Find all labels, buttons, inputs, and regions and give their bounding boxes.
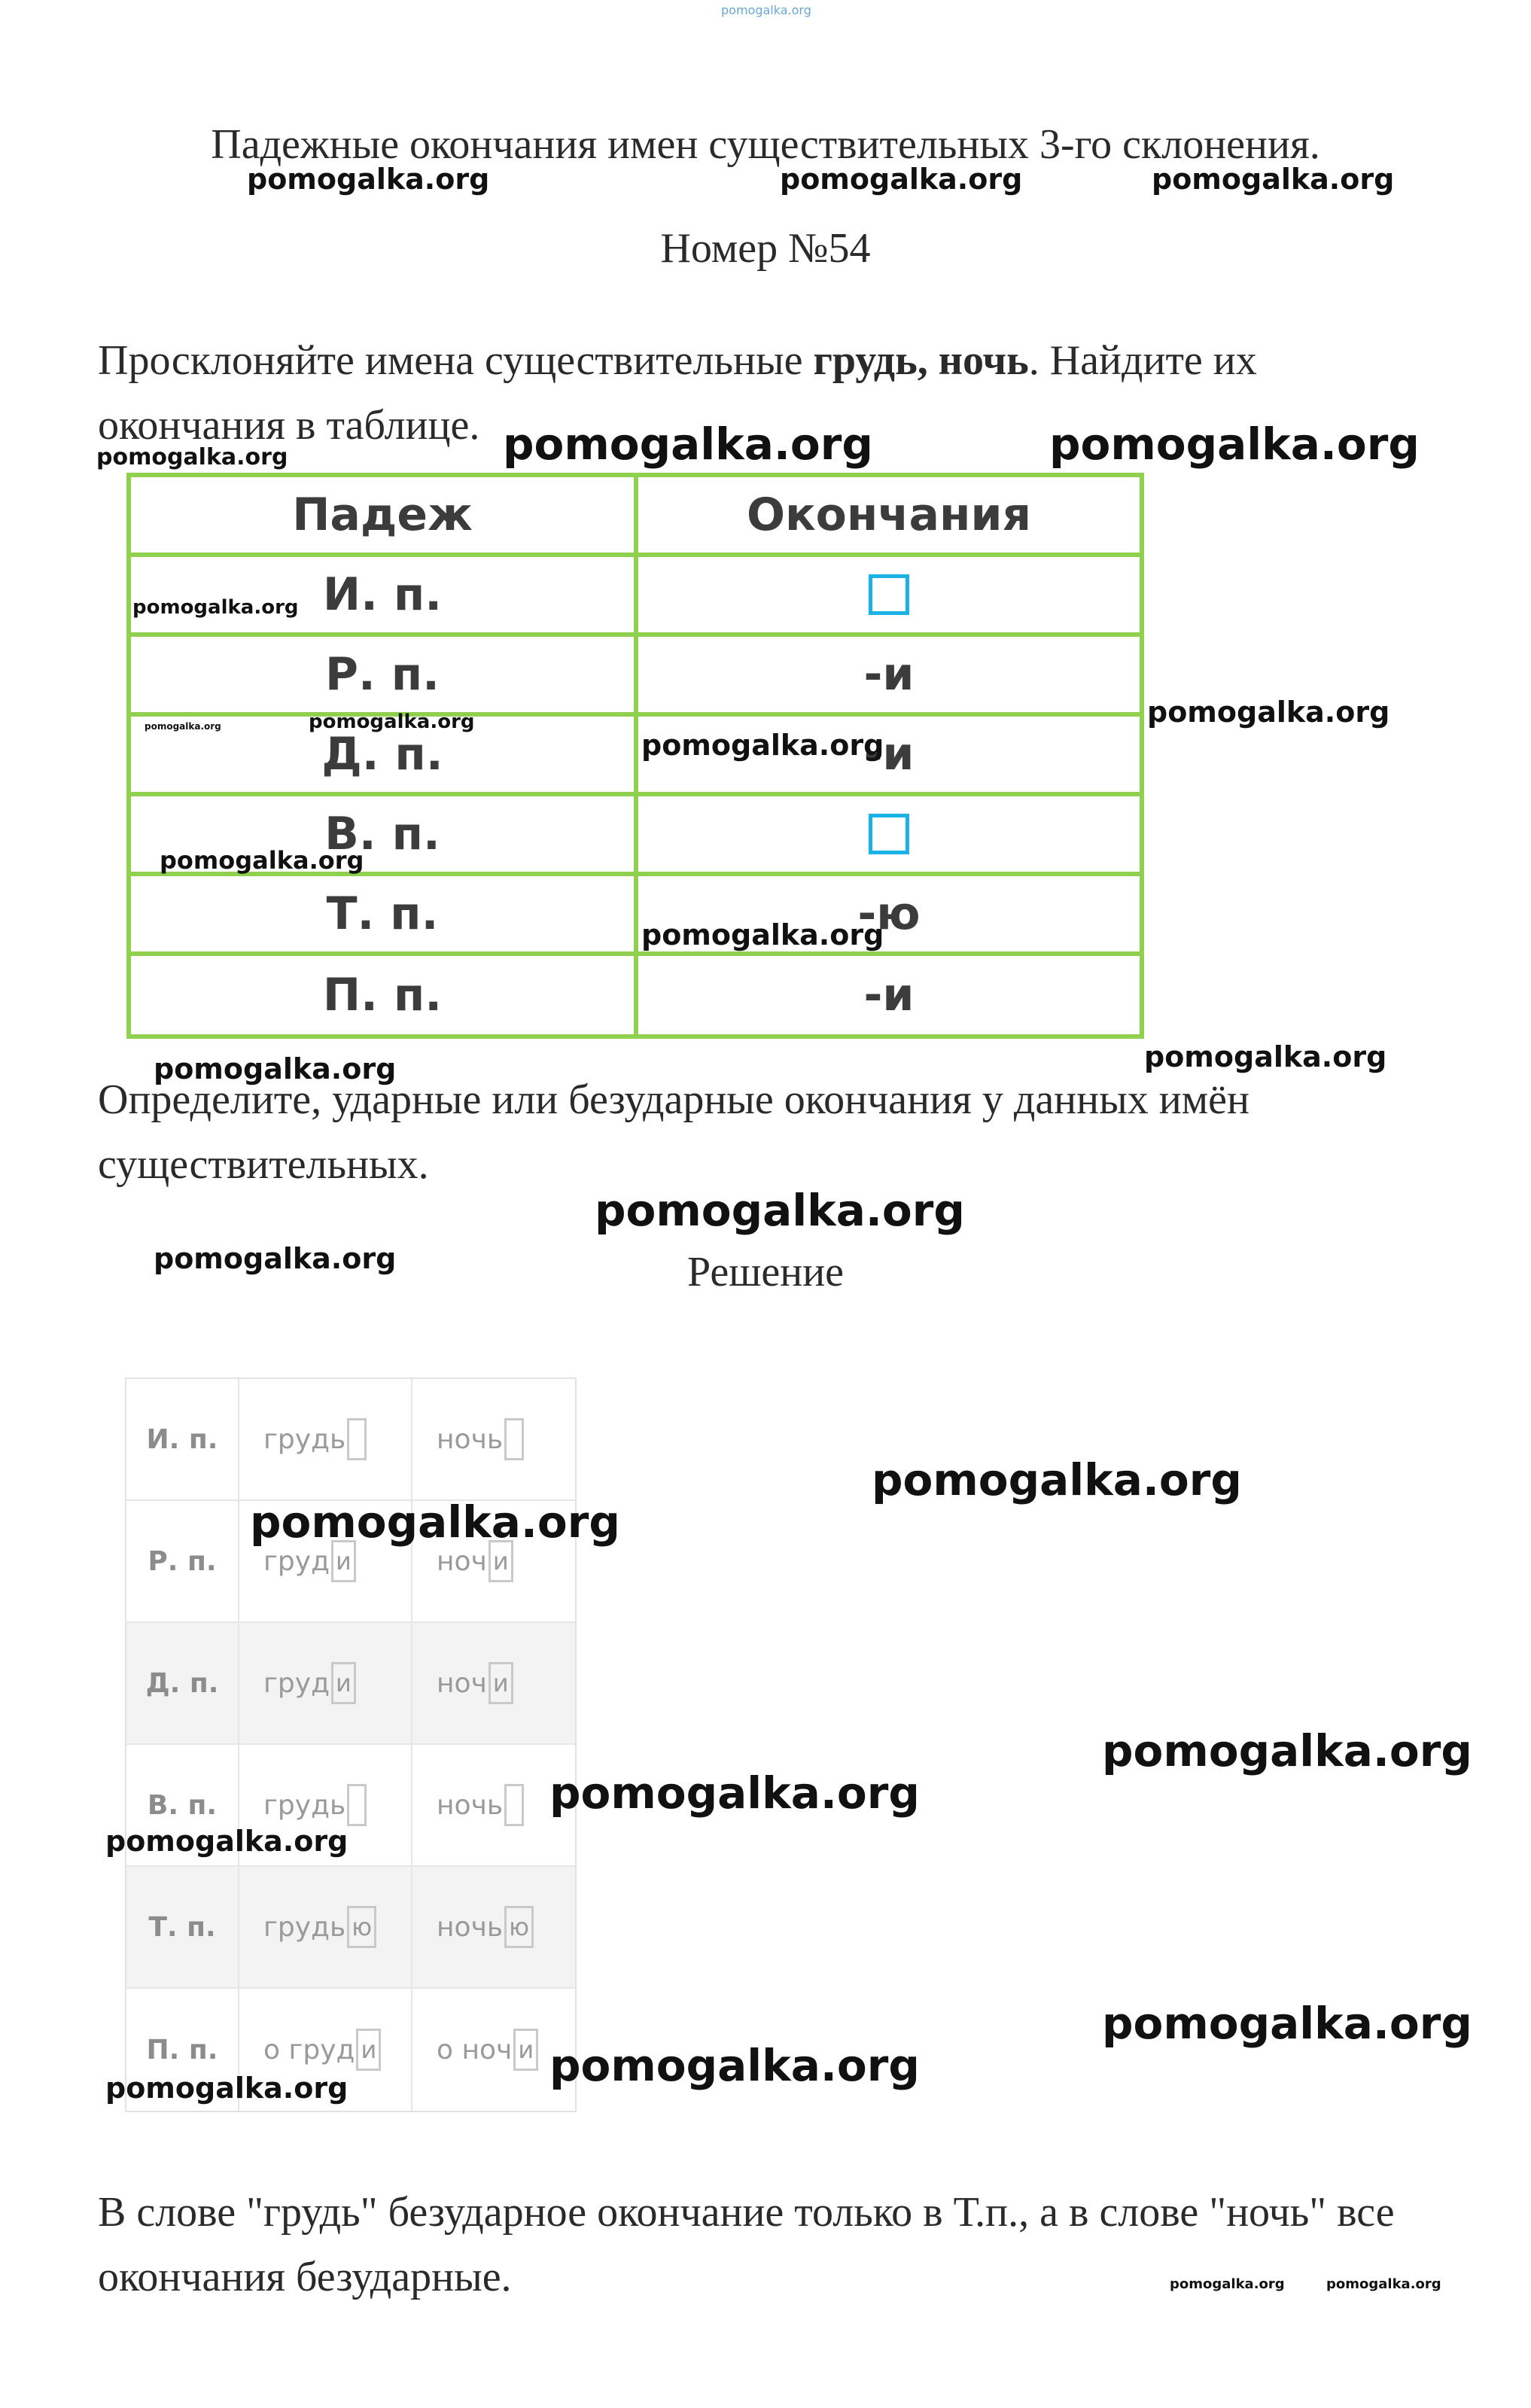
watermark: pomogalka.org [641, 918, 884, 951]
table-header-row [131, 477, 1140, 553]
watermark: pomogalka.org [1049, 419, 1420, 470]
watermark: pomogalka.org [1326, 2276, 1441, 2292]
table-row [126, 1379, 575, 1501]
case-cell: П. п. [126, 1989, 239, 2111]
watermark: pomogalka.org [1170, 2276, 1285, 2292]
task-text: Просклоняйте имена существительные грудь, ночь. Найдите их окончания в таблице. [98, 337, 1257, 449]
watermark: pomogalka.org [1102, 1725, 1472, 1776]
ending-box [347, 1418, 367, 1460]
watermark: pomogalka.org [595, 1185, 965, 1236]
case-cell: В. п. [131, 796, 638, 872]
ending-cell: -и [863, 728, 915, 781]
ending-cell: -и [863, 969, 915, 1021]
watermark: pomogalka.org [154, 1242, 397, 1275]
watermark: pomogalka.org [250, 1496, 620, 1548]
case-cell: В. п. [126, 1745, 239, 1865]
word-cell: о ноч и [412, 1989, 575, 2111]
watermark: pomogalka.org [154, 1052, 397, 1085]
table-row [131, 717, 1140, 792]
page-title: Падежные окончания имен существительных 3-го склонения. [211, 121, 1320, 168]
watermark: pomogalka.org [641, 729, 884, 762]
watermark: pomogalka.org [1102, 1998, 1472, 2049]
watermark: pomogalka.org [549, 1767, 920, 1819]
word-cell: о груд и [239, 1989, 412, 2111]
watermark: pomogalka.org [1152, 163, 1395, 196]
watermark: pomogalka.org [872, 1454, 1242, 1505]
word-cell: грудь [239, 1379, 412, 1499]
ending-box [347, 1784, 367, 1826]
top-watermark: pomogalka.org [721, 3, 811, 17]
case-cell: Т. п. [131, 876, 638, 951]
case-cell: Д. п. [126, 1623, 239, 1743]
watermark: pomogalka.org [96, 444, 288, 470]
word-cell: ночь [412, 1745, 575, 1865]
ending-box: и [356, 2029, 381, 2071]
ending-box: и [489, 1662, 513, 1704]
word-cell: ночь [412, 1379, 575, 1499]
question-text: Определите, ударные или безударные окончания у данных имён существительных. [98, 1076, 1249, 1188]
watermark: pomogalka.org [105, 2072, 349, 2105]
watermark: pomogalka.org [1144, 1040, 1387, 1073]
ending-cell: -ю [857, 887, 921, 940]
ending-cell [638, 557, 1140, 632]
ending-box: и [331, 1540, 356, 1582]
watermark: pomogalka.org [780, 163, 1023, 196]
watermark: pomogalka.org [549, 2040, 920, 2091]
table-row [126, 1867, 575, 1989]
case-cell: И. п. [126, 1379, 239, 1499]
watermark: pomogalka.org [309, 711, 475, 733]
word-cell: грудь ю [239, 1867, 412, 1987]
word-cell: грудь [239, 1745, 412, 1865]
ending-box [504, 1418, 524, 1460]
watermark: pomogalka.org [1147, 696, 1390, 729]
exercise-number: Номер №54 [660, 225, 871, 272]
watermark: pomogalka.org [132, 596, 299, 619]
case-cell: Р. п. [126, 1501, 239, 1621]
table-row [131, 557, 1140, 632]
ending-box: ю [347, 1906, 376, 1948]
table-row [131, 876, 1140, 951]
word-cell: груд и [239, 1501, 412, 1621]
conclusion-text: В слове "грудь" безударное окончание только в Т.п., а в слове "ночь" все окончания безударные. [98, 2189, 1395, 2300]
watermark: pomogalka.org [160, 846, 364, 875]
ending-box: и [331, 1662, 356, 1704]
table-row [126, 1623, 575, 1745]
ending-box: и [513, 2029, 538, 2071]
header-ending: Окончания [746, 489, 1032, 541]
word-cell: ноч и [412, 1501, 575, 1621]
ending-cell: -и [863, 648, 915, 701]
watermark: pomogalka.org [145, 721, 221, 732]
table-row [131, 637, 1140, 712]
header-case: Падеж [131, 477, 638, 553]
case-cell: И. п. [131, 557, 638, 632]
word-cell: ночь ю [412, 1867, 575, 1987]
watermark: pomogalka.org [503, 419, 873, 470]
table-row [131, 956, 1140, 1034]
watermark: pomogalka.org [105, 1825, 349, 1858]
word-cell: груд и [239, 1623, 412, 1743]
ending-box [504, 1784, 524, 1826]
ending-box: ю [504, 1906, 534, 1948]
ending-cell [638, 796, 1140, 872]
case-cell: Р. п. [131, 637, 638, 712]
case-endings-table [126, 473, 1144, 1039]
solution-table [125, 1378, 577, 2112]
empty-ending-box-icon [869, 574, 909, 615]
case-cell: П. п. [131, 956, 638, 1034]
case-cell: Д. п. [131, 717, 638, 792]
word-cell: ноч и [412, 1623, 575, 1743]
case-cell: Т. п. [126, 1867, 239, 1987]
empty-ending-box-icon [869, 814, 909, 854]
ending-box: и [489, 1540, 513, 1582]
solution-label: Решение [686, 1249, 845, 1295]
watermark: pomogalka.org [247, 163, 490, 196]
